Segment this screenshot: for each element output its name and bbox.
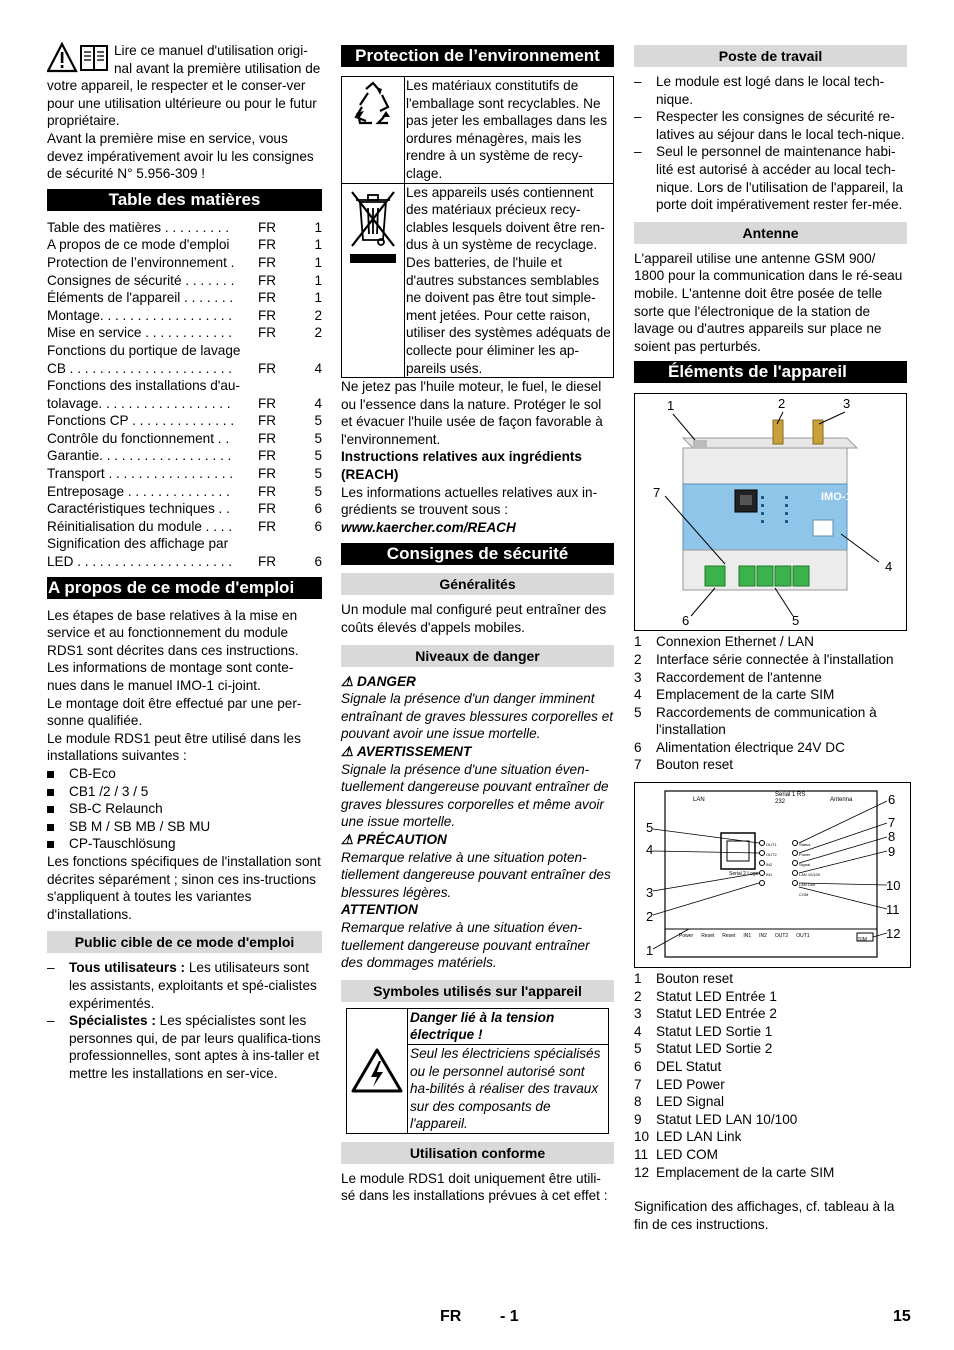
toc-title: Table des matières [47,189,322,211]
led-labels-left [766,840,777,880]
env-title: Protection de l’environnement [341,45,614,67]
callout-label: 7 [653,485,661,501]
port-label: Serial 1 RS 232 [775,792,806,806]
column-left [47,42,322,1082]
list-item: 4 Emplacement de la carte SIM [634,687,835,703]
about-p1: Les étapes de base relatives à la mise en service et au fonctionnement du module RDS1 sont décrites dans ces instructions. [47,607,299,658]
list-item: 3 Statut LED Entrée 2 [634,1006,777,1022]
toc-row[interactable]: Fonctions CP . . . . . . . . . . . . . . FR 5 [47,413,322,429]
column-right [634,42,907,1233]
callout-label: 12 [886,926,901,942]
symbol-box [346,1008,609,1134]
column-middle [341,42,614,1205]
toc [47,219,322,571]
caution-text: Remarque relative à une situation poten-tiellement dangereuse pouvant entraîner des blessures légères. [341,849,611,900]
led-labels-right [799,840,820,900]
port-label: LAN [693,797,705,804]
env-weee-text: Les appareils usés contiennent des matériaux précieux recy-clables lesquels doivent être ren-dus à un système de recyclage. Des batteries, de l'huile et d'autres substances semblables ne doivent pas être tout simple-ment jetées. Pour cette raison, utiliser des systèmes adéquats de collecte pour éliminer les ap-pareils usés. [405,183,614,378]
reach-title: Instructions relatives aux ingrédients (REACH) [341,449,582,483]
list-item: 11 LED COM [634,1147,718,1162]
panel-figure [634,782,911,968]
callout-label: 1 [646,943,654,959]
list-item: SB M / SB MB / SB MU [47,818,322,836]
intro-text-2: Avant la première mise en service, vous devez impérativement avoir lu les consignes de sécurité N° 5.956-309 ! [47,130,314,182]
env-oil-text: Ne jetez pas l'huile moteur, le fuel, le diesel ou l'essence dans la nature. Protéger le sol et évacuer l'huile usée de façon favorable à l'environnement. [341,379,603,447]
antenna-text: L'appareil utilise une antenne GSM 900/ 1800 pour la communication dans le ré-seau mobile. L'antenne doit être posée de telle sorte que l'électronique de la station de lavage ou d'autres appareils sur place ne soient pas perturbés. [634,250,903,354]
list-item: 4 Statut LED Sortie 1 [634,1023,773,1039]
use-title: Utilisation conforme [341,1142,614,1164]
terminal-labels [679,933,839,939]
symbol-head: Danger lié à la tension électrique ! [408,1009,608,1045]
page-number: 15 [893,1308,911,1325]
list-item: 6 Alimentation électrique 24V DC [634,739,845,755]
workplace-list [634,73,907,214]
reach-text: Les informations actuelles relatives aux in-grédients se trouvent sous : [341,484,598,518]
callout-label: 8 [888,829,896,845]
footer-section: - 1 [500,1308,519,1325]
footer-lang: FR [440,1308,462,1325]
reach-link[interactable]: www.kaercher.com/REACH [341,519,516,535]
levels-title: Niveaux de danger [341,645,614,667]
terminal-label: OUT1 [796,933,810,940]
list-item: 12 Emplacement de la carte SIM [634,1164,835,1180]
list-item: 1 Connexion Ethernet / LAN [634,634,814,650]
warning-icon: ⚠ [341,673,354,689]
attention-text: Remarque relative à une situation éven-tuellement dangereuse pouvant entraîner des dommages matériels. [341,919,590,971]
env-recycle-text: Les matériaux constitutifs de l'emballage sont recyclables. Ne pas jeter les emballages dans les ordures ménagères, mais les rendre à un système de recy-clage. [405,77,614,184]
safety-title: Consignes de sécurité [341,543,614,565]
list-item: 5 Statut LED Sortie 2 [634,1041,773,1057]
sim-label: SIM [858,937,867,944]
toc-row-text[interactable]: Signification des affichage par [47,536,229,552]
toc-row[interactable]: Montage. . . . . . . . . . . . . . . . . . FR 2 [47,307,322,323]
terminal-label: Reset [722,933,736,940]
recycle-icon [342,77,405,184]
about-title: A propos de ce mode d'emploi [47,577,322,599]
port-label: Antenna [830,797,853,804]
callout-label: 5 [792,613,800,629]
toc-row[interactable]: tolavage. . . . . . . . . . . . . . . . . . FR 4 [47,395,322,411]
list-item: 3 Raccordement de l'antenne [634,669,822,685]
led-label: Status [799,842,811,848]
callout-label: 6 [888,792,896,808]
led-label: LAN Link [799,882,816,888]
toc-row-text[interactable]: Fonctions du portique de lavage [47,342,241,358]
install-list [47,765,322,853]
toc-row[interactable]: Table des matières . . . . . . . . . FR 1 [47,219,322,235]
toc-row-text[interactable]: Fonctions des installations d'au- [47,378,241,394]
general-text: Un module mal configuré peut entraîner des coûts élevés d'appels mobiles. [341,602,607,636]
warning-triangle-icon [47,42,109,74]
callout-label: 2 [778,396,786,412]
page-footer [0,1308,954,1328]
callout-label: 10 [886,878,901,894]
high-voltage-icon [347,1009,408,1133]
callout-label: 4 [885,559,893,575]
list-item: CB-Eco [47,765,322,783]
workplace-title: Poste de travail [634,45,907,67]
bullet-icon [47,783,69,801]
terminal-label: Reset [701,933,715,940]
list-item: – Tous utilisateurs : Les utilisateurs sont les assistants, exploitants et spé-cialistes expérimentés. [47,960,317,1011]
callout-label: 9 [888,844,896,860]
elements-title: Éléments de l'appareil [634,361,907,383]
elements-note: Signification des affichages, cf. tableau à la fin de ces instructions. [634,1199,895,1232]
toc-row[interactable]: Protection de l’environnement . FR 1 [47,254,322,270]
list-item: – Respecter les consignes de sécurité re-latives au séjour dans le local tech-nique. [634,109,905,142]
danger-text: Signale la présence d'un danger imminent entraînant de graves blessures corporelles et pouvant avoir une issue mortelle. [341,691,614,742]
device-illustration [635,394,906,630]
list-item: CP-Tauschlösung [47,835,322,853]
toc-row[interactable]: LED . . . . . . . . . . . . . . . . . . . . . FR 6 [47,554,322,570]
bullet-icon [47,818,69,836]
terminal-label: OUT2 [774,933,789,940]
toc-row[interactable]: Contrôle du fonctionnement . . FR 5 [47,430,322,446]
terminal-label: Power [679,933,694,940]
caution-label: ⚠ PRÉCAUTION [341,831,447,847]
callout-label: 3 [646,885,654,901]
toc-row[interactable]: Entreposage . . . . . . . . . . . . . . FR 5 [47,483,322,499]
callout-label: 5 [646,820,654,836]
about-p5: Les fonctions spécifiques de l'installation sont décrites séparément ; sinon ces ins-tructions s'appliquent à toutes les variantes d'installations. [47,853,321,922]
callout-label: 6 [682,613,690,629]
device-figure [634,393,907,631]
list-item: – Seul le personnel de maintenance habi-lité est autorisé à accéder au local tech-nique. Lors de l'utilisation de l'appareil, la porte doit impérativement rester fer-mée. [634,144,904,213]
led-label: Power [799,852,811,858]
about-p4: Le module RDS1 peut être utilisé dans les installations suivantes : [47,730,301,764]
callout-label: 4 [646,842,654,858]
terminal-label: IN2 [759,933,767,940]
list-item: 6 DEL Statut [634,1059,722,1075]
list-item: 1 Bouton reset [634,971,734,987]
bullet-icon [47,835,69,853]
list-item: CB1 /2 / 3 / 5 [47,783,322,801]
list-item: – Spécialistes : Les spécialistes sont les personnes qui, de par leurs qualifica-tions professionnelles, sont aptes à ins-taller et mettre les installations en ser-vice. [47,1013,321,1081]
callout-label: 11 [886,902,900,918]
about-p2: Les informations de montage sont conte-nues dans le manuel IMO-1 ci-joint. [47,660,294,693]
device-model-label: IMO-1 [821,491,852,504]
bullet-icon [47,765,69,783]
led-label: COM [799,892,809,898]
led-label: OUT1 [766,842,777,848]
warn-label: ⚠ AVERTISSEMENT [341,744,472,759]
general-title: Généralités [341,573,614,595]
bullet-icon [47,800,69,818]
led-label: Signal [799,862,811,868]
toc-row[interactable]: CB . . . . . . . . . . . . . . . . . . . . . . FR 4 [47,360,322,376]
list-item: 7 Bouton reset [634,757,734,773]
env-table [341,76,614,378]
list-item: 2 Interface série connectée à l'installation [634,651,894,667]
list-item: SB-C Relaunch [47,800,322,818]
toc-row[interactable]: Transport . . . . . . . . . . . . . . . . . FR 5 [47,466,322,482]
attention-label: ATTENTION [341,902,418,918]
led-label: OUT2 [766,852,777,858]
toc-row[interactable]: Consignes de sécurité . . . . . . . FR 1 [47,272,322,288]
warn-text: Signale la présence d'une situation éven-tuellement dangereuse pouvant entraîner de graves blessures corporelles et même avoir une issue mortelle. [341,761,609,830]
intro [47,42,322,183]
intro-text: Lire ce manuel d'utilisation origi-nal avant la première utilisation de votre appareil, le respecter et le conser-ver pour une utilisation ultérieure ou pour le futur propriétaire. [47,43,321,129]
led-label: IN2 [766,862,773,868]
warning-icon: ⚠ [341,744,354,759]
about-p3: Le montage doit être effectué par une per-sonne qualifiée. [47,695,302,729]
toc-row[interactable]: A propos de ce mode d'emploi FR 1 [47,237,322,253]
toc-row[interactable]: Caractéristiques techniques . . FR 6 [47,501,322,517]
manual-book-icon [81,46,107,70]
list-item: 8 LED Signal [634,1094,725,1110]
list-item: 7 LED Power [634,1076,725,1092]
warning-manual-icons [47,42,110,76]
callout-label: 7 [888,815,896,831]
terminal-label: IN1 [743,933,752,940]
use-text: Le module RDS1 doit uniquement être utili-sé dans les installations prévues à cet effet : [341,1170,608,1204]
list-item: 9 Statut LED LAN 10/100 [634,1111,798,1127]
list-item: 2 Statut LED Entrée 1 [634,988,777,1004]
led-label: LAN 10/100 [799,872,821,878]
toc-row[interactable]: Éléments de l'appareil . . . . . . . FR 1 [47,290,322,306]
device-label: 1 [667,398,675,414]
audience-title: Public cible de ce mode d'emploi [47,931,322,953]
callout-label: 3 [843,396,851,412]
elements-list-2 [634,970,907,1181]
callout-label: 2 [646,909,654,925]
weee-bin-icon [342,183,405,378]
port-label: Serial 2 Logo [729,871,759,878]
toc-row[interactable]: Garantie. . . . . . . . . . . . . . . . . . FR 5 [47,448,322,464]
list-item: – Le module est logé dans le local tech-nique. [634,74,885,107]
warning-icon: ⚠ [341,831,354,847]
list-item: 10 LED LAN Link [634,1129,742,1145]
list-item: 5 Raccordements de communication à l'installation [634,704,877,738]
antenna-title: Antenne [634,222,907,244]
toc-row[interactable]: Réinitialisation du module . . . . FR 6 [47,518,322,534]
symbol-text: Seul les électriciens spécialisés ou le personnel autorisé sont ha-bilités à réaliser des travaux sur des composants de l'appareil. [410,1045,601,1132]
danger-label: ⚠ DANGER [341,673,416,689]
toc-row[interactable]: Mise en service . . . . . . . . . . . . FR 2 [47,325,322,341]
symbols-title: Symboles utilisés sur l'appareil [341,980,614,1002]
elements-list-1 [634,633,907,774]
led-label: IN1 [766,872,773,878]
